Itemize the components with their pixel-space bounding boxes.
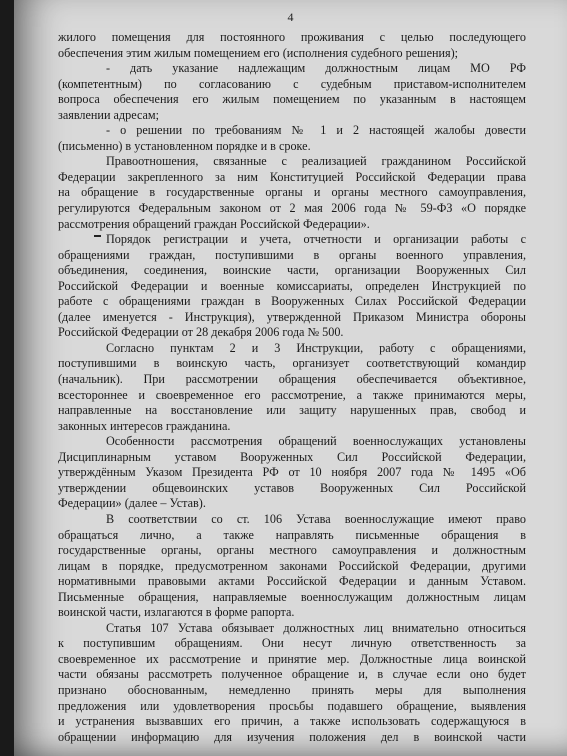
text-line: своевременное их рассмотрение и принятие мер. Должностные лица воинской (58, 651, 526, 666)
text-line: лицам в порядке, предусмотренном законами Российской Федерации, другими (58, 558, 526, 573)
text-line: на обращение в государственные органы и органы местного самоуправления, (58, 185, 526, 200)
text-line: предложения или удовлетворения просьбы подавшего обращение, выявления (58, 698, 526, 713)
text-line: Статья 107 Устава обязывает должностных лиц внимательно относиться (106, 620, 526, 635)
text-line: нормативными правовыми актами Российской Федерации и данным Уставом. (58, 574, 526, 589)
document-page (14, 0, 567, 756)
text-line: рассмотрения обращений граждан Российской Федерации». (58, 216, 370, 231)
text-line: работе с обращениями граждан в Вооруженных Силах Российской Федерации (58, 294, 526, 309)
text-line: Письменные обращения, направляемые военнослужащим должностным лицам (58, 589, 526, 604)
text-line: Особенности рассмотрения обращений военнослужащих установлены (106, 434, 526, 449)
text-line: обращениями граждан, поступившими в органы военного управления, (58, 247, 526, 262)
text-line: регулируются Федеральным законом от 2 мая 2006 года № 59-ФЗ «О порядке (58, 201, 526, 216)
document-body (58, 30, 526, 745)
text-line: Согласно пунктам 2 и 3 Инструкции, работу с обращениями, (106, 340, 526, 355)
text-line: обращаться лично, а также направлять письменные обращения в (58, 527, 526, 542)
text-line: и устранения вызвавших его причин, а также использовать содержащуюся в (58, 714, 526, 729)
text-line: поступившими в воинскую часть, организует соответствующий командир (58, 356, 526, 371)
text-line: обеспечения этим жилым помещением его (исполнения судебного решения); (58, 45, 459, 60)
text-line: утверждённым Указом Президента РФ от 10 ноября 2007 года № 1495 «Об (58, 465, 526, 480)
text-line: утверждении общевоинских уставов Вооруженных Сил Российской (58, 480, 526, 495)
text-line: части обязаны рассмотреть полученное обращение и, в случае если оно будет (58, 667, 526, 682)
text-line: признано обоснованным, немедленно принять меры для выполнения (58, 682, 526, 697)
text-line: Федерации закрепленного за ним Конституцией Российской Федерации права (58, 169, 526, 184)
text-line: всестороннее и своевременное его рассмотрение, а также принимаются меры, (58, 387, 526, 402)
text-line: Правоотношения, связанные с реализацией гражданином Российской (106, 154, 526, 169)
text-line: государственные органы, органы местного самоуправления и должностным (58, 543, 526, 558)
text-line: законных интересов гражданина. (58, 418, 231, 433)
text-line: Российской Федерации от 28 декабря 2006 года № 500. (58, 325, 344, 340)
text-line: (начальник). При рассмотрении обращения обеспечивается объективное, (58, 372, 526, 387)
text-line: - о решении по требованиям № 1 и 2 настоящей жалобы довести (106, 123, 526, 138)
text-line: направленные на восстановление или защиту нарушенных прав, свобод и (58, 403, 526, 418)
text-line: Федерации» (далее – Устав). (58, 496, 206, 511)
text-line: (компетентным) по согласованию с судебным приставом-исполнителем (58, 76, 526, 91)
text-line: заявлении адресам; (58, 107, 160, 122)
text-line: жилого помещения для постоянного проживания с целью последующего (58, 30, 526, 44)
text-line: - дать указание надлежащим должностным лицам МО РФ (106, 61, 526, 76)
text-line: (далее именуется - Инструкция), утвержденной Приказом Министра обороны (58, 309, 526, 324)
text-line: В соответствии со ст. 106 Устава военнослужащие имеют право (106, 511, 526, 526)
text-line: (письменно) в установленном порядке и в сроке. (58, 138, 311, 153)
text-line: Дисциплинарным уставом Вооруженных Сил Российской Федерации, (58, 449, 526, 464)
text-line: обращении информацию для изучения положения дел в воинской части (58, 729, 526, 744)
text-line: воинской части, излагаются в форме рапорта. (58, 605, 295, 620)
text-line: к поступившим обращениям. Они несут личную ответственность за (58, 636, 526, 651)
page-number: 4 (287, 10, 294, 24)
text-line: Порядок регистрации и учета, отчетности и организации работы с (106, 232, 526, 247)
text-line: Российской Федерации и военные комиссариаты, определен Инструкцией по (58, 278, 526, 293)
text-line: вопроса обеспечения его жилым помещением по указанным в настоящем (58, 92, 526, 107)
text-line: объединения, соединения, воинские части, организации Вооруженных Сил (58, 263, 526, 278)
